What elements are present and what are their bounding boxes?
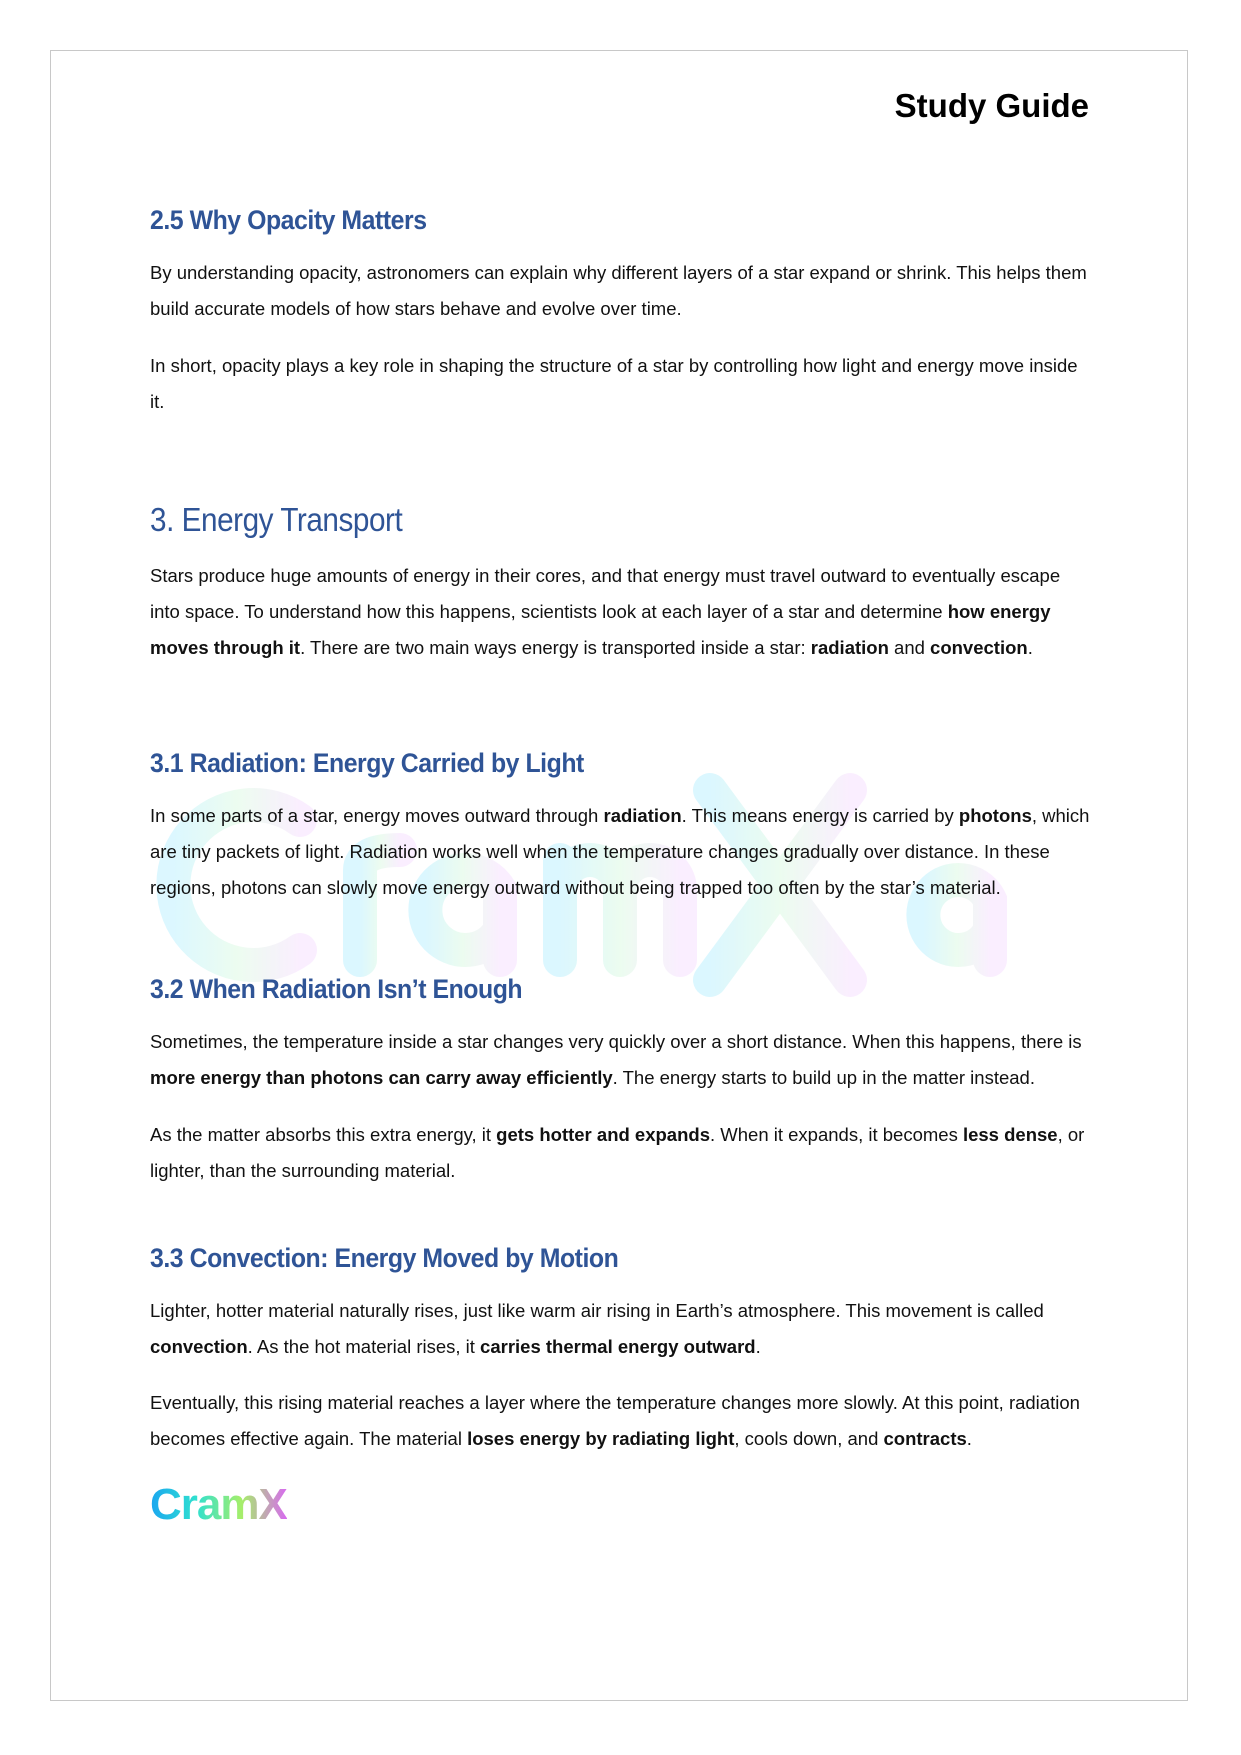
text-run: Lighter, hotter material naturally rises, just like warm air rising in Earth’s atmosphere. This movement is called (150, 1300, 1044, 1321)
paragraph (150, 1293, 1095, 1365)
bold-text: less dense (962, 1124, 1058, 1145)
bold-text: contracts (883, 1428, 967, 1449)
bold-text: radiation (603, 805, 682, 826)
section-heading-3-1: 3.1 Radiation: Energy Carried by Light (150, 748, 584, 778)
bold-text: convection (930, 637, 1028, 658)
paragraph (150, 1024, 1095, 1096)
bold-text: photons (958, 805, 1032, 826)
paragraph (150, 255, 1095, 327)
text-run: In short, opacity plays a key role in shaping the structure of a star by controlling how light and energy move inside it. (150, 355, 1078, 412)
text-run: . (1027, 637, 1033, 658)
bold-text: convection (150, 1336, 248, 1357)
text-run: . This means energy is carried by (681, 805, 959, 826)
text-run: Eventually, this rising material reaches a layer where the temperature changes more slowly. At this point, radiation becomes effective again. The material (150, 1392, 1080, 1449)
text-run: In some parts of a star, energy moves outward through (150, 805, 604, 826)
text-run: . As the hot material rises, it (247, 1336, 481, 1357)
text-run: . There are two main ways energy is transported inside a star: (300, 637, 811, 658)
text-run: , cools down, and (734, 1428, 884, 1449)
paragraph (150, 798, 1095, 906)
text-run: Sometimes, the temperature inside a star changes very quickly over a short distance. When this happens, there is (150, 1031, 1082, 1052)
section-heading-3: 3. Energy Transport (150, 501, 403, 538)
bold-text: carries thermal energy outward (480, 1336, 756, 1357)
text-run: and (888, 637, 931, 658)
paragraph (150, 1117, 1095, 1189)
paragraph (150, 1385, 1095, 1457)
text-run: , or lighter, than the surrounding material. (150, 1124, 1085, 1181)
page-title: Study Guide (894, 87, 1089, 124)
text-run: . When it expands, it becomes (710, 1124, 963, 1145)
text-run: . (755, 1336, 761, 1357)
bold-text: loses energy by radiating light (467, 1428, 735, 1449)
section-heading-3-3: 3.3 Convection: Energy Moved by Motion (150, 1243, 619, 1273)
text-run: By understanding opacity, astronomers can explain why different layers of a star expand or shrink. This helps them build accurate models of how stars behave and evolve over time. (150, 262, 1087, 319)
bold-text: radiation (810, 637, 889, 658)
cramx-logo: CramX (150, 1480, 287, 1529)
text-run: . The energy starts to build up in the matter instead. (612, 1067, 1035, 1088)
bold-text: gets hotter and expands (496, 1124, 710, 1145)
paragraph (150, 348, 1095, 420)
section-heading-2-5: 2.5 Why Opacity Matters (150, 205, 427, 235)
paragraph (150, 558, 1095, 666)
text-run: Stars produce huge amounts of energy in their cores, and that energy must travel outward to eventually escape into space. To understand how this happens, scientists look at each layer of a star and determine (150, 565, 1061, 622)
bold-text: how energy moves through it (150, 601, 1051, 658)
text-run: As the matter absorbs this extra energy, it (150, 1124, 497, 1145)
text-run: . (966, 1428, 972, 1449)
bold-text: more energy than photons can carry away efficiently (150, 1067, 613, 1088)
section-heading-3-2: 3.2 When Radiation Isn’t Enough (150, 974, 523, 1004)
text-run: , which are tiny packets of light. Radiation works well when the temperature changes gradually over distance. In these regions, photons can slowly move energy outward without being trapped too often by the star’s material. (150, 805, 1090, 898)
document-body (150, 203, 1095, 1531)
